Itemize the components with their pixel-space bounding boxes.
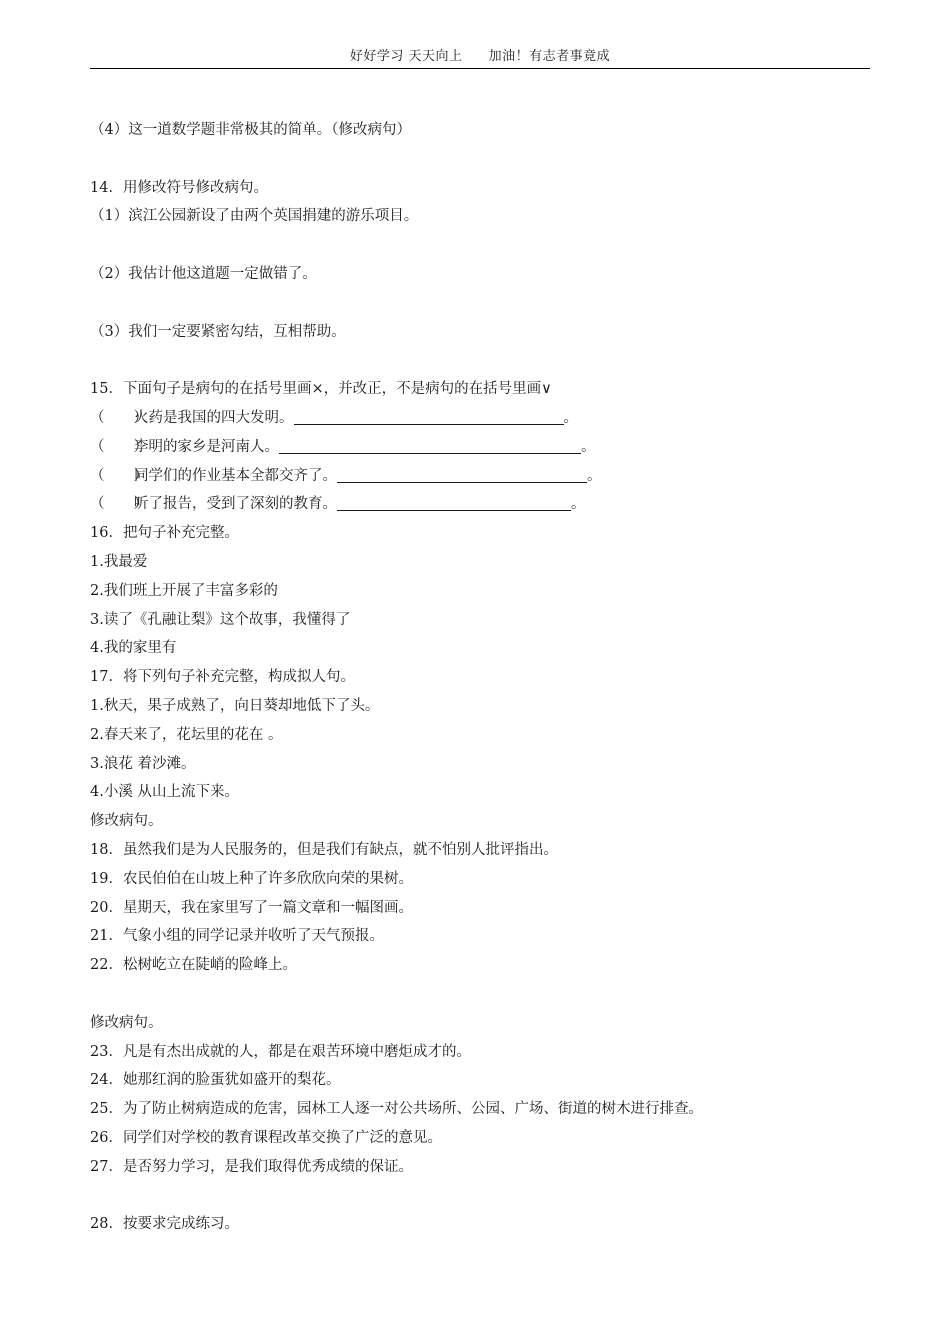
page-header (90, 46, 870, 69)
question-22: 22．松树屹立在陡峭的险峰上。 (90, 957, 297, 974)
question-15-3 (90, 462, 870, 491)
question-16-title: 16．把句子补充完整。 (90, 525, 239, 542)
question-14-title: 14．用修改符号修改病句。 (90, 179, 268, 196)
question-17-2: 2.春天来了，花坛里的花在 。 (90, 726, 283, 743)
answer-blank[interactable] (294, 408, 564, 425)
question-15-4 (90, 490, 870, 519)
sentence-text: 李明的家乡是河南人。 (134, 438, 279, 455)
question-28: 28．按要求完成练习。 (90, 1216, 239, 1233)
question-23: 23．凡是有杰出成就的人，都是在艰苦环境中磨炬成才的。 (90, 1043, 471, 1060)
question-15-title: 15．下面句子是病句的在括号里画×，并改正，不是病句的在括号里画∨ (90, 381, 552, 398)
question-17-4: 4.小溪 从山上流下来。 (90, 784, 239, 801)
question-16-3: 3.读了《孔融让梨》这个故事，我懂得了 (90, 611, 351, 628)
question-24: 24．她那红润的脸蛋犹如盛开的梨花。 (90, 1072, 341, 1089)
question-16-2: 2.我们班上开展了丰富多彩的 (90, 582, 278, 599)
answer-paren[interactable]: （ ） (90, 496, 148, 513)
question-27: 27．是否努力学习，是我们取得优秀成绩的保证。 (90, 1158, 413, 1175)
sentence-text: 火药是我国的四大发明。 (134, 409, 294, 426)
question-17-3: 3.浪花 着沙滩。 (90, 755, 196, 772)
question-26: 26．同学们对学校的教育课程改革交换了广泛的意见。 (90, 1129, 442, 1146)
answer-paren[interactable]: （ ） (90, 467, 148, 484)
section-title-fix-sentences-2: 修改病句。 (90, 1014, 163, 1031)
worksheet-body (90, 116, 870, 1239)
question-15-2 (90, 433, 870, 462)
answer-blank[interactable] (279, 437, 581, 454)
answer-blank[interactable] (337, 494, 571, 511)
question-14-1: （1）滨江公园新设了由两个英国捐建的游乐项目。 (90, 208, 419, 225)
question-18: 18．虽然我们是为人民服务的，但是我们有缺点，就不怕别人批评指出。 (90, 841, 558, 858)
question-16-4: 4.我的家里有 (90, 640, 177, 657)
question-15-1 (90, 404, 870, 433)
question-17-title: 17．将下列句子补充完整，构成拟人句。 (90, 669, 355, 686)
sentence-end: 。 (587, 467, 602, 484)
question-20: 20．星期天，我在家里写了一篇文章和一幅图画。 (90, 899, 413, 916)
question-14-2: （2）我估计他这道题一定做错了。 (90, 265, 317, 282)
question-16-1: 1.我最爱 (90, 553, 148, 570)
sentence-end: 。 (581, 438, 596, 455)
question-25: 25．为了防止树病造成的危害，园林工人逐一对公共场所、公园、广场、街道的树木进行排查。 (90, 1101, 703, 1118)
sentence-text: 听了报告，受到了深刻的教育。 (134, 496, 337, 513)
header-motto-right: 加油！有志者事竟成 (488, 49, 611, 64)
question-19: 19．农民伯伯在山坡上种了许多欣欣向荣的果树。 (90, 870, 413, 887)
answer-blank[interactable] (337, 466, 587, 483)
header-motto-left: 好好学习 天天向上 (349, 49, 463, 64)
question-14-3: （3）我们一定要紧密勾结，互相帮助。 (90, 323, 346, 340)
question-21: 21．气象小组的同学记录并收听了天气预报。 (90, 928, 384, 945)
question-13-4: （4）这一道数学题非常极其的简单。（修改病句） (90, 122, 411, 138)
question-17-1: 1.秋天，果子成熟了，向日葵却地低下了头。 (90, 697, 380, 714)
answer-paren[interactable]: （ ） (90, 409, 148, 426)
answer-paren[interactable]: （ ） (90, 438, 148, 455)
sentence-text: 同学们的作业基本全都交齐了。 (134, 467, 337, 484)
sentence-end: 。 (571, 496, 586, 513)
section-title-fix-sentences: 修改病句。 (90, 813, 163, 830)
sentence-end: 。 (563, 409, 578, 426)
